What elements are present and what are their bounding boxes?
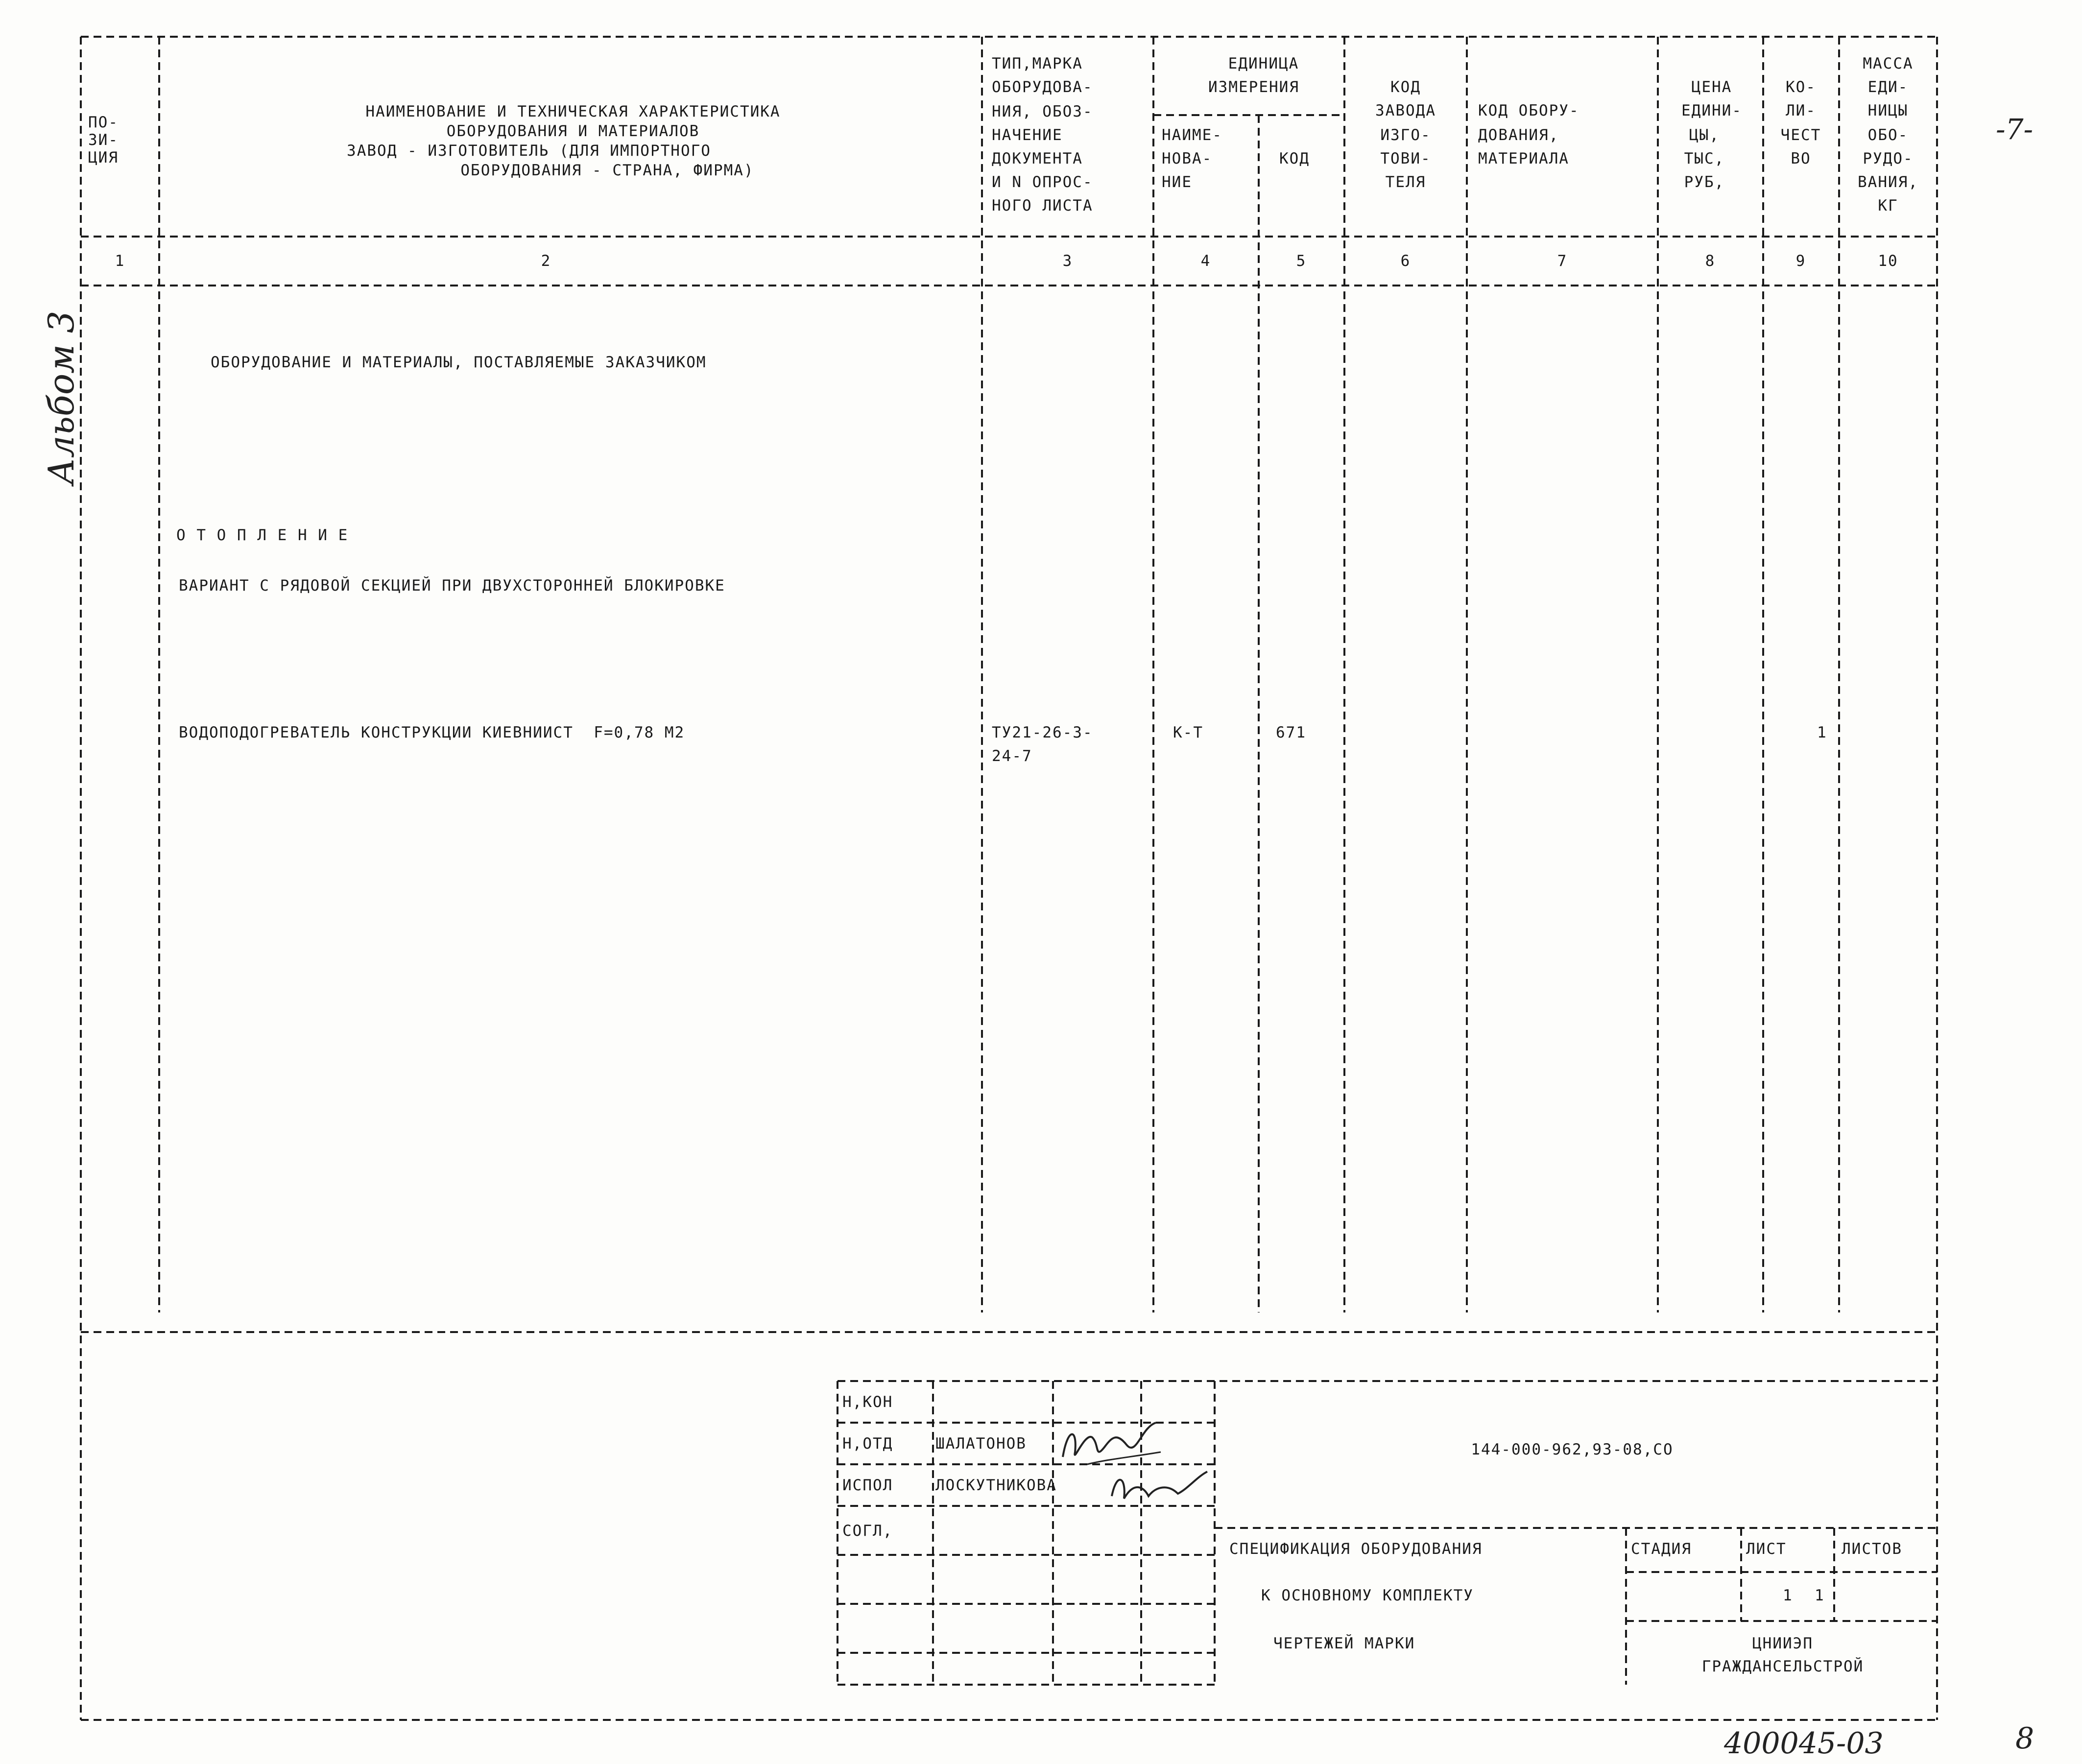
stamp-org-line1: ЦНИИЭП xyxy=(1752,1635,1813,1652)
column-number-4: 4 xyxy=(1200,252,1211,270)
header-col3-line3: НИЯ, ОБОЗ- xyxy=(992,103,1093,120)
footer-code: 400045-03 xyxy=(1724,1726,1884,1761)
header-col6-line1: КОД xyxy=(1390,78,1421,96)
header-col7-line2: ДОВАНИЯ, xyxy=(1478,126,1559,144)
header-col1-line1: ПО- xyxy=(88,114,119,131)
item-name: ВОДОПОДОГРЕВАТЕЛЬ КОНСТРУКЦИИ КИЕВНИИСТ F=0,78 М2 xyxy=(179,724,685,741)
page-number-top: -7- xyxy=(1996,113,2034,146)
header-col2-line4: ОБОРУДОВАНИЯ - СТРАНА, ФИРМА) xyxy=(460,162,754,179)
stamp-sheets-count: 1 xyxy=(1815,1587,1825,1604)
header-col3-line5: ДОКУМЕНТА xyxy=(992,150,1083,167)
item-type-line1: ТУ21-26-3- xyxy=(992,724,1093,741)
column-number-6: 6 xyxy=(1400,252,1411,270)
stamp-role-chief: Н,КОН xyxy=(842,1393,893,1411)
header-col1-line2: ЗИ- xyxy=(88,131,119,149)
header-col2-line3: ЗАВОД - ИЗГОТОВИТЕЛЬ (ДЛЯ ИМПОРТНОГО xyxy=(347,142,711,160)
column-number-9: 9 xyxy=(1795,252,1806,270)
signature-2 xyxy=(1104,1462,1212,1511)
header-col3-line7: НОГО ЛИСТА xyxy=(992,197,1093,215)
stamp-role-dept: Н,ОТД xyxy=(842,1435,893,1453)
stamp-role-approval: СОГЛ, xyxy=(842,1522,893,1540)
header-col6-line2: ЗАВОДА xyxy=(1375,102,1436,119)
stamp-title-line2: К ОСНОВНОМУ КОМПЛЕКТУ xyxy=(1261,1587,1474,1604)
header-col3-line4: НАЧЕНИЕ xyxy=(992,126,1063,144)
header-col6-line3: ИЗГО- xyxy=(1380,126,1431,144)
column-number-8: 8 xyxy=(1705,252,1716,270)
subsection-heating: О Т О П Л Е Н И Е xyxy=(176,526,349,544)
item-type-line2: 24-7 xyxy=(992,747,1032,765)
stamp-label-sheet: ЛИСТ xyxy=(1746,1540,1787,1558)
header-col9-line2: ЛИ- xyxy=(1786,102,1816,119)
header-col4-line2: НОВА- xyxy=(1162,150,1213,167)
header-unit-group-line1: ЕДИНИЦА xyxy=(1228,55,1299,72)
column-number-7: 7 xyxy=(1557,252,1568,270)
header-col10-line5: РУДО- xyxy=(1863,150,1914,167)
document-code: 144-000-962,93-08,СО xyxy=(1471,1441,1674,1458)
header-col5: КОД xyxy=(1279,150,1310,167)
stamp-title-line3: ЧЕРТЕЖЕЙ МАРКИ xyxy=(1273,1635,1415,1652)
footer-page: 8 xyxy=(2015,1721,2034,1756)
header-col3-line1: ТИП,МАРКА xyxy=(992,55,1083,72)
header-col3-line2: ОБОРУДОВА- xyxy=(992,78,1093,96)
header-col3-line6: И N ОПРОС- xyxy=(992,173,1093,191)
header-col7-line3: МАТЕРИАЛА xyxy=(1478,150,1569,167)
header-col10-line6: ВАНИЯ, xyxy=(1858,173,1918,191)
header-col9-line3: ЧЕСТ xyxy=(1780,126,1821,144)
column-number-5: 5 xyxy=(1296,252,1307,270)
item-quantity: 1 xyxy=(1817,724,1827,741)
header-col8-line4: ТЫС, xyxy=(1684,150,1725,167)
header-col2-line1: НАИМЕНОВАНИЕ И ТЕХНИЧЕСКАЯ ХАРАКТЕРИСТИКА xyxy=(365,103,781,120)
header-col10-line4: ОБО- xyxy=(1867,126,1909,144)
header-col9-line1: КО- xyxy=(1786,78,1816,96)
header-col6-line4: ТОВИ- xyxy=(1380,150,1431,167)
header-col10-line7: КГ xyxy=(1878,197,1898,215)
header-col8-line1: ЦЕНА xyxy=(1691,78,1732,96)
header-col4-line1: НАИМЕ- xyxy=(1162,126,1222,144)
stamp-title-line1: СПЕЦИФИКАЦИЯ ОБОРУДОВАНИЯ xyxy=(1229,1540,1483,1558)
header-col8-line2: ЕДИНИ- xyxy=(1681,102,1742,119)
header-col4-line3: НИЕ xyxy=(1162,173,1192,191)
stamp-org-line2: ГРАЖДАНСЕЛЬСТРОЙ xyxy=(1701,1658,1864,1675)
section-title: ОБОРУДОВАНИЕ И МАТЕРИАЛЫ, ПОСТАВЛЯЕМЫЕ ЗАКАЗЧИКОМ xyxy=(211,354,707,371)
header-col6-line5: ТЕЛЯ xyxy=(1385,173,1426,191)
header-col9-line4: ВО xyxy=(1791,150,1811,167)
header-col8-line3: ЦЫ, xyxy=(1689,126,1720,144)
column-number-1: 1 xyxy=(115,252,125,270)
header-col1-line3: ЦИЯ xyxy=(88,149,119,167)
stamp-name-dept: ШАЛАТОНОВ xyxy=(935,1435,1027,1453)
header-col7-line1: КОД ОБОРУ- xyxy=(1478,102,1579,119)
stamp-label-stage: СТАДИЯ xyxy=(1631,1540,1692,1558)
stamp-label-sheets: ЛИСТОВ xyxy=(1842,1540,1902,1558)
header-col10-line1: МАССА xyxy=(1863,55,1914,72)
stamp-sheet-number: 1 xyxy=(1783,1587,1793,1604)
header-col2-line2: ОБОРУДОВАНИЯ И МАТЕРИАЛОВ xyxy=(446,122,700,140)
item-unit: К-Т xyxy=(1173,724,1203,741)
stamp-role-executor: ИСПОЛ xyxy=(842,1477,893,1494)
stamp-name-executor: ЛОСКУТНИКОВА xyxy=(935,1477,1057,1494)
header-unit-group-line2: ИЗМЕРЕНИЯ xyxy=(1208,78,1299,96)
header-col8-line5: РУБ, xyxy=(1684,173,1725,191)
variant-row: ВАРИАНТ С РЯДОВОЙ СЕКЦИЕЙ ПРИ ДВУХСТОРОННЕЙ БЛОКИРОВКЕ xyxy=(179,577,725,595)
column-number-3: 3 xyxy=(1062,252,1073,270)
header-col10-line3: НИЦЫ xyxy=(1867,102,1909,119)
item-code: 671 xyxy=(1276,724,1306,741)
header-col10-line2: ЕДИ- xyxy=(1867,78,1909,96)
column-number-10: 10 xyxy=(1878,252,1898,270)
column-number-2: 2 xyxy=(541,252,551,270)
album-label: Альбом 3 xyxy=(41,310,82,485)
